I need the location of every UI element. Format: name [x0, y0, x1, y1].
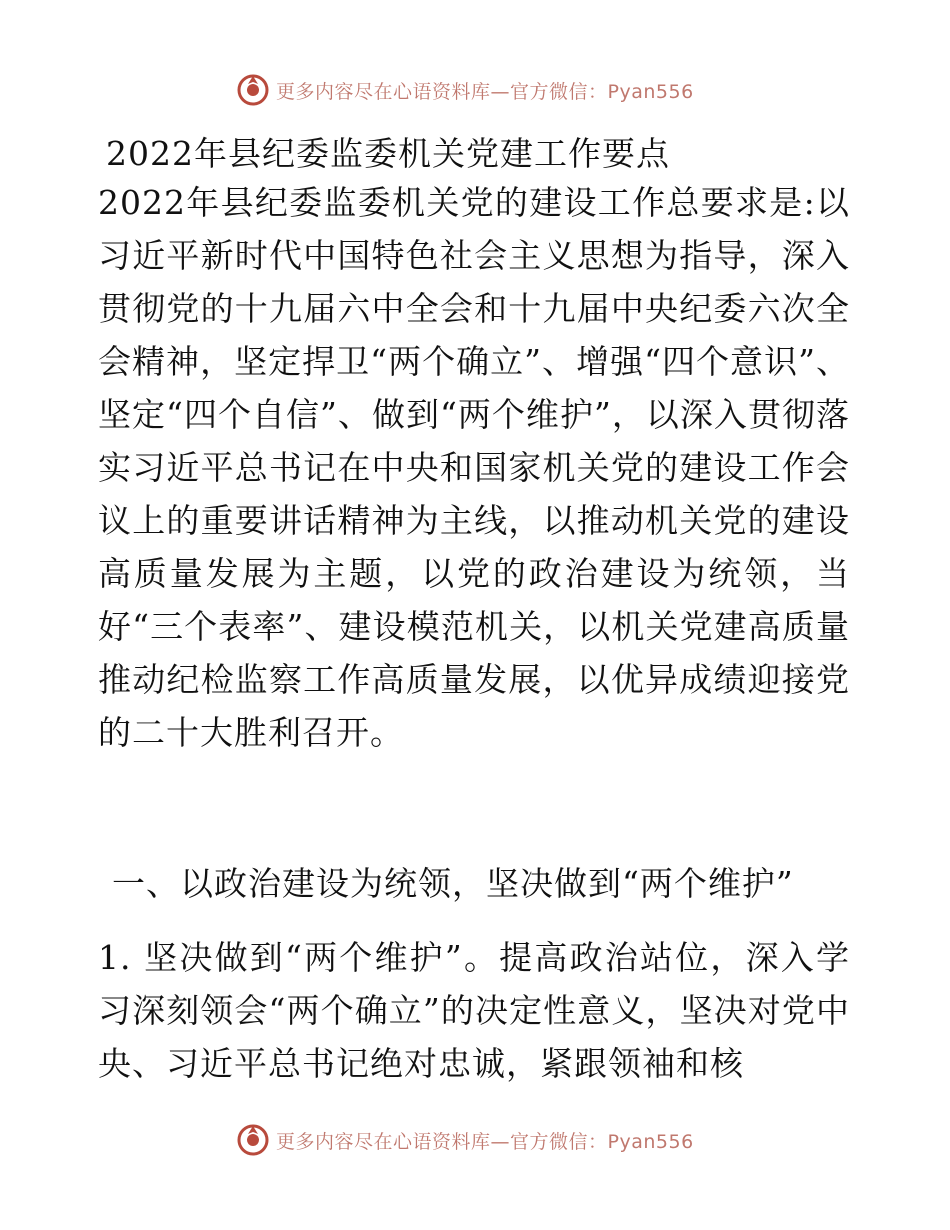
section-heading-1: 一、以政治建设为统领，坚决做到“两个维护”: [112, 864, 794, 903]
document-title: 2022年县纪委监委机关党建工作要点: [106, 134, 670, 173]
logo-icon: [236, 73, 270, 107]
watermark-banner-bottom: [236, 1120, 694, 1160]
intro-paragraph: 2022年县纪委监委机关党的建设工作总要求是:以习近平新时代中国特色社会主义思想为指导，深入贯彻党的十九届六中全会和十九届中央纪委六次全会精神，坚定捍卫“两个确立”、增强“四个意识”、坚定“四个自信”、做到“两个维护”，以深入贯彻落实习近平总书记在中央和国家机关党的建设工作会议上的重要讲话精神为主线，以推动机关党的建设高质量发展为主题，以党的政治建设为统领，当好“三个表率”、建设模范机关，以机关党建高质量推动纪检监察工作高质量发展，以优异成绩迎接党的二十大胜利召开。: [98, 183, 850, 752]
watermark-banner-top: [236, 70, 694, 110]
logo-icon: [236, 1123, 270, 1157]
section-1-item-1: 1. 坚决做到“两个维护”。提高政治站位，深入学习深刻领会“两个确立”的决定性意义，坚决对党中央、习近平总书记绝对忠诚，紧跟领袖和核: [98, 938, 850, 1083]
watermark-text: 更多内容尽在心语资料库—官方微信：Pyan556: [276, 1130, 694, 1153]
watermark-text: 更多内容尽在心语资料库—官方微信：Pyan556: [276, 80, 694, 103]
